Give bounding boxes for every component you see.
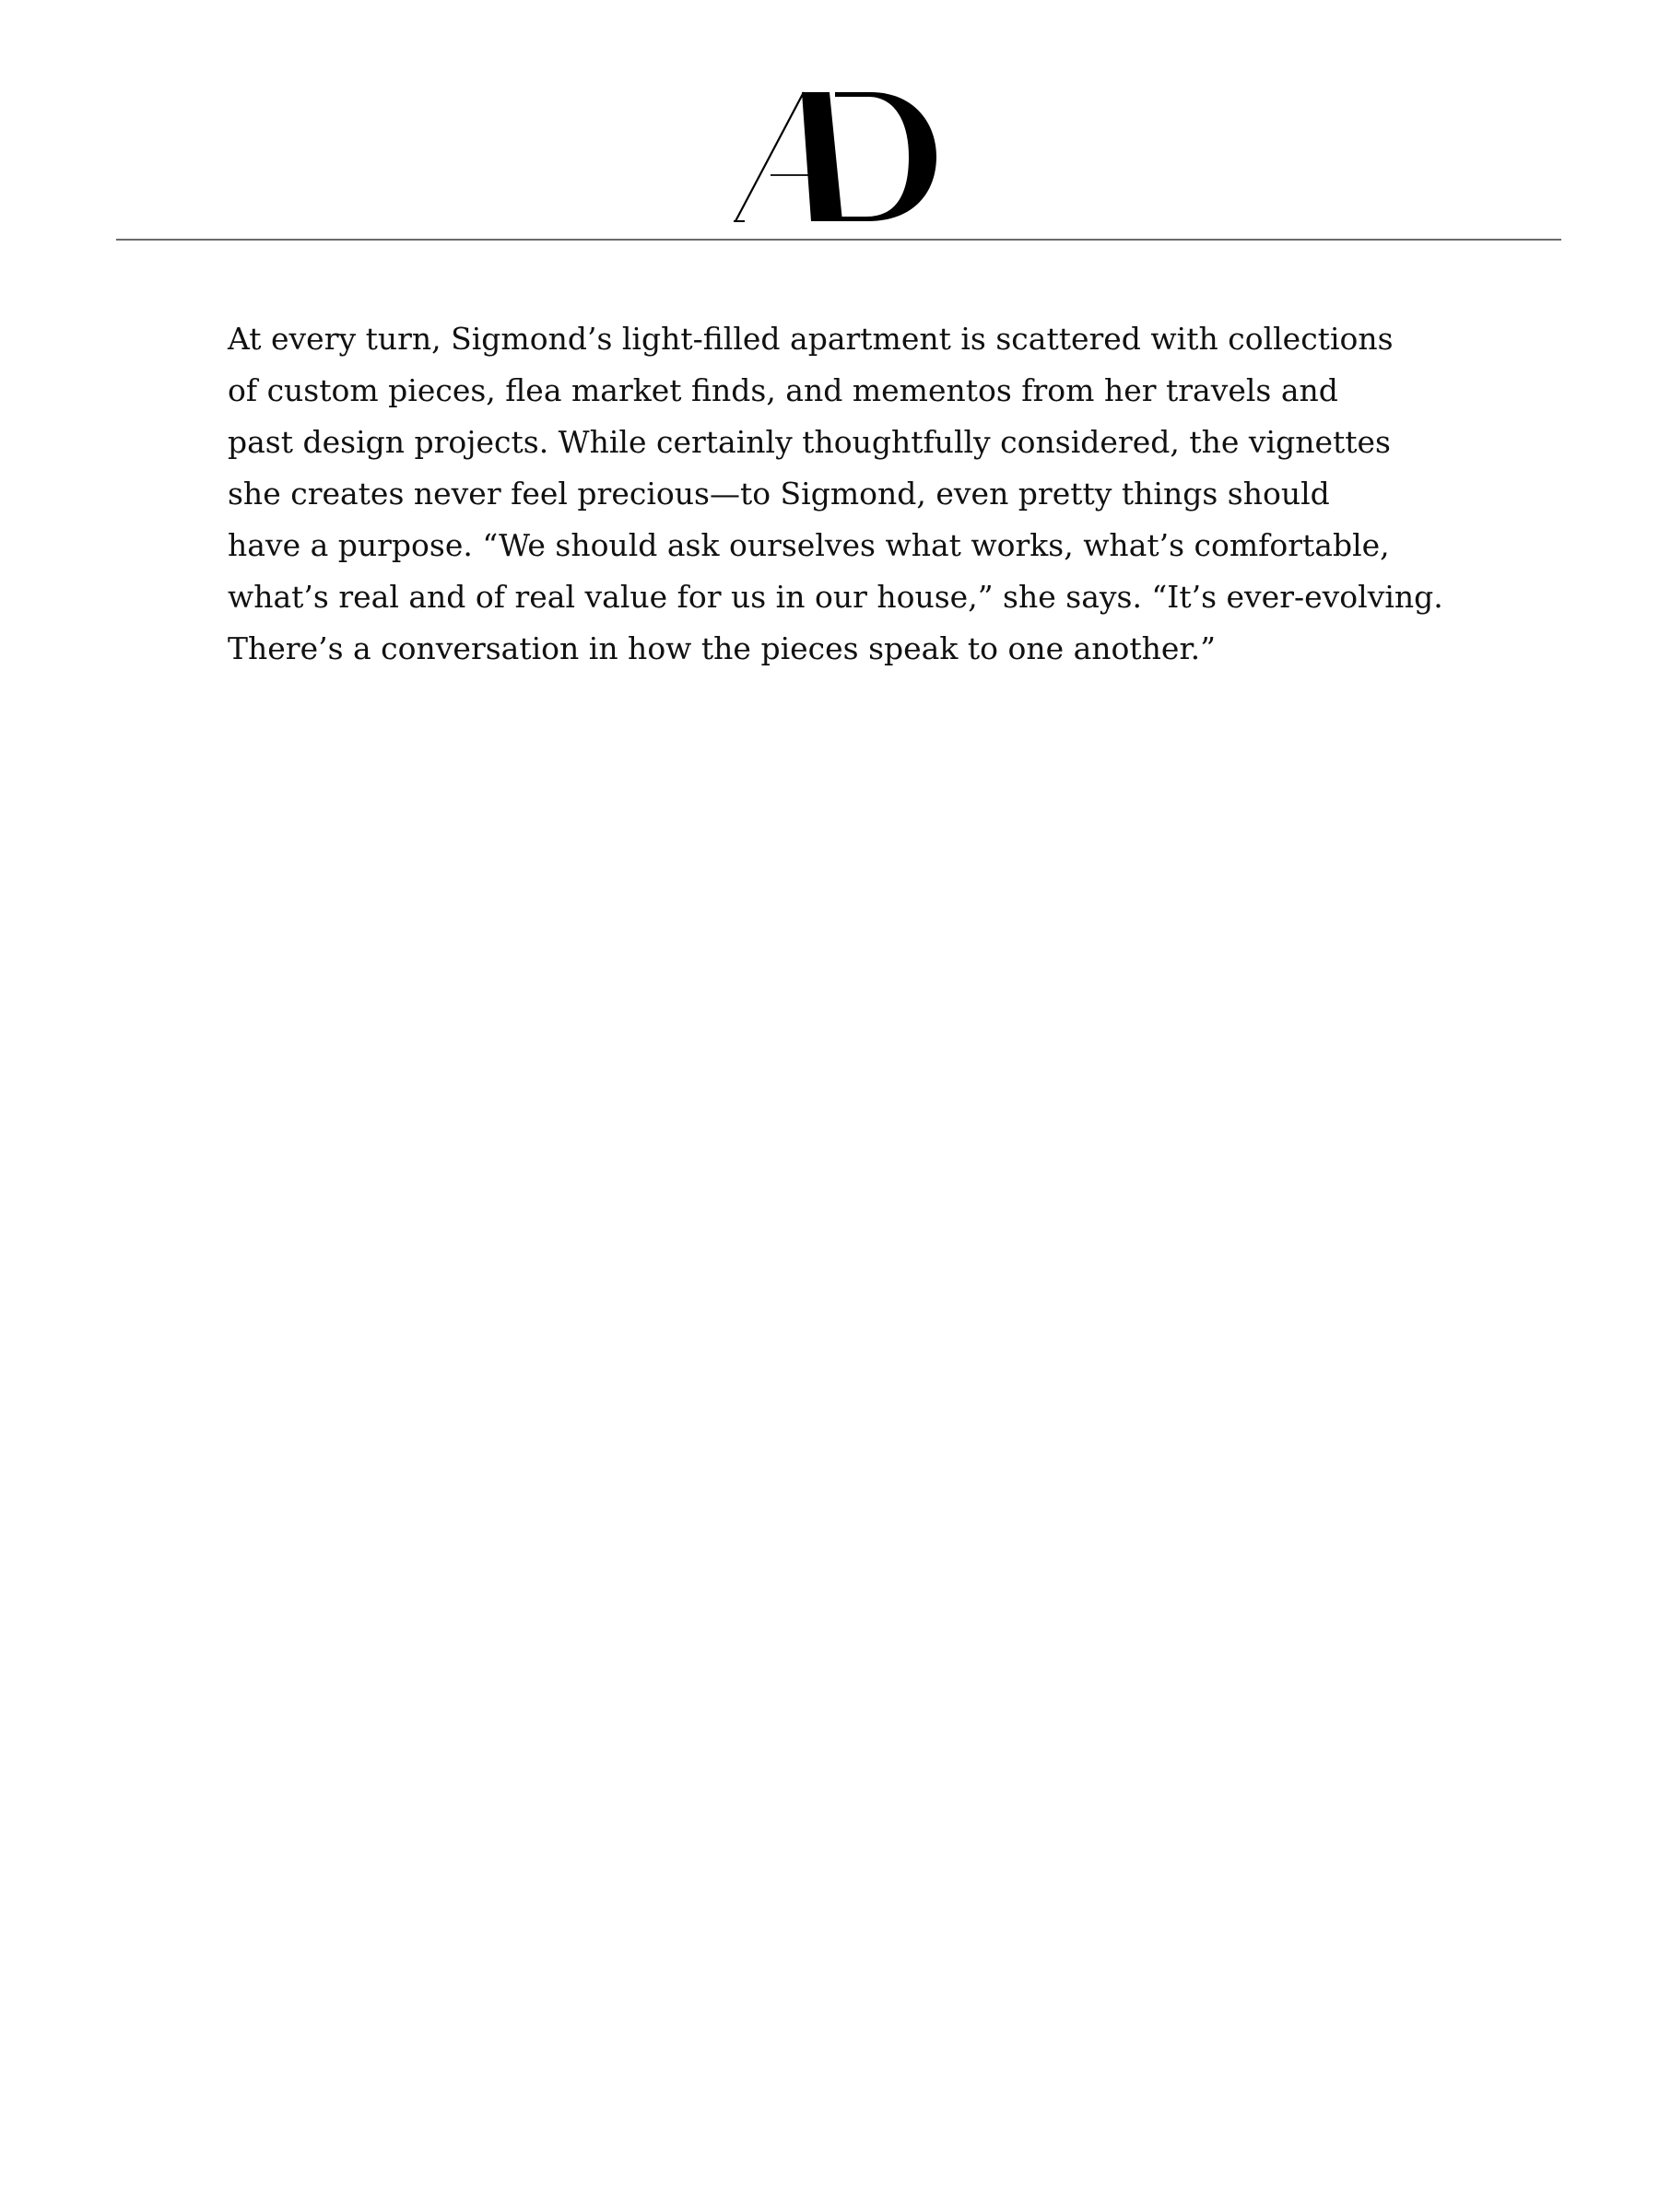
paragraph-line: At every turn, Sigmond’s light-filled apartment is scattered with collections [228,321,1394,357]
logo-shared-stem [802,92,842,221]
logo-d-bowl [835,92,936,221]
paragraph-line: have a purpose. “We should ask ourselves what works, what’s comfortable, [228,527,1390,563]
logo-a-hairline [735,92,804,221]
paragraph-line: There’s a conversation in how the pieces speak to one another.” [228,630,1216,666]
masthead-divider [116,239,1561,241]
paragraph-line: past design projects. While certainly thoughtfully considered, the vignettes [228,424,1391,460]
paragraph-line: what’s real and of real value for us in our house,” she says. “It’s ever-evolving. [228,579,1443,615]
article-paragraph [228,313,1463,675]
paragraph-line: she creates never feel precious—to Sigmond, even pretty things should [228,476,1330,512]
ad-logo[interactable] [734,88,938,223]
ad-logo-mark [734,88,938,223]
masthead [0,0,1659,241]
paragraph-line: of custom pieces, flea market finds, and mementos from her travels and [228,372,1338,408]
